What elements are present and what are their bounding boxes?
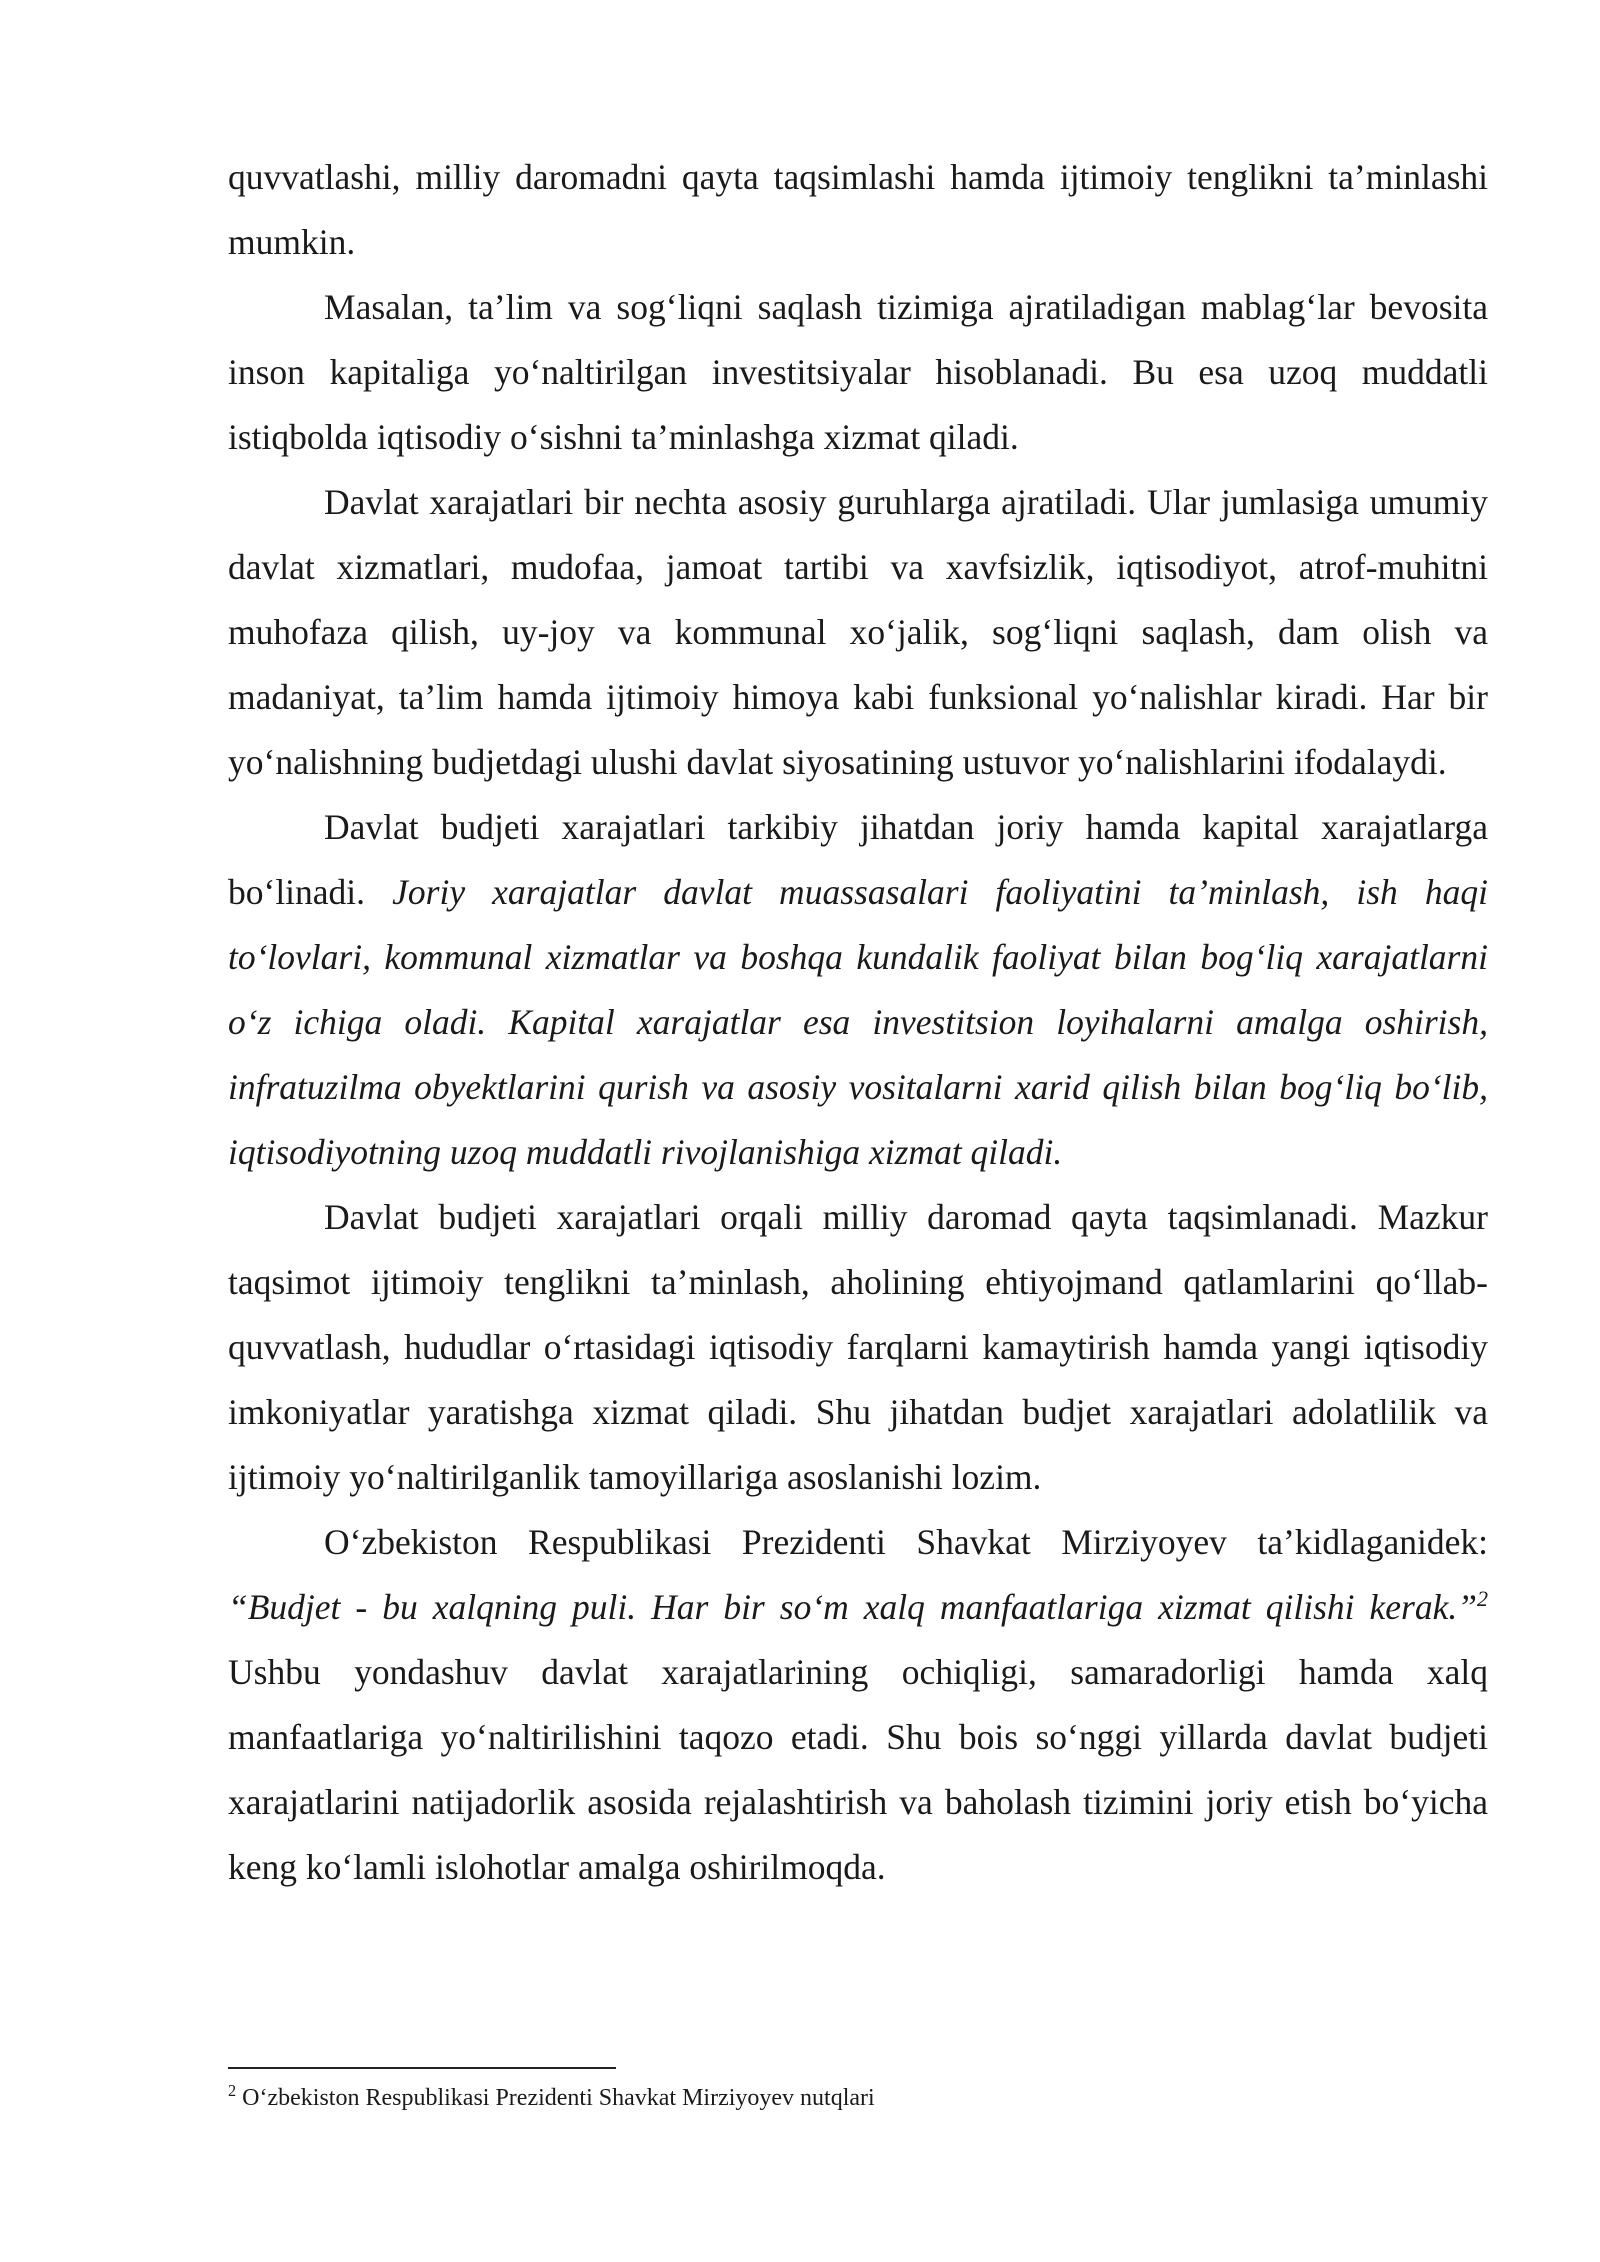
document-body: [228, 145, 1488, 1900]
footnote: [228, 2082, 1488, 2114]
presidential-quote: “Budjet - bu xalqning puli. Har bir so‘m xalq manfaatlariga xizmat qilishi kerak.”: [228, 1587, 1477, 1627]
footnote-text: O‘zbekiston Respublikasi Prezidenti Shavkat Mirziyoyev nutqlari: [242, 2085, 875, 2111]
paragraph-text: Ushbu yondashuv davlat xarajatlarining ochiqligi, samaradorligi hamda xalq manfaatlariga yo‘naltirilishini taqozo etadi. Shu bois so‘nggi yillarda davlat budjeti xarajatlarini natijadorlik asosida rejalashtirish va baholash tizimini joriy etish bo‘yicha keng ko‘lamli islohotlar amalga oshirilmoqda.: [228, 1652, 1488, 1887]
paragraph-text: O‘zbekiston Respublikasi Prezidenti Shavkat Mirziyoyev ta’kidlaganidek:: [324, 1522, 1488, 1562]
paragraph-text: Davlat budjeti xarajatlari tarkibiy jihatdan joriy hamda kapital xarajatlarga bo‘linadi.: [228, 807, 1488, 912]
paragraph-redistribution: Davlat budjeti xarajatlari orqali milliy daromad qayta taqsimlanadi. Mazkur taqsimot ijtimoiy tenglikni ta’minlash, aholining ehtiyojmand qatlamlarini qo‘llab-quvvatlash, hududlar o‘rtasidagi iqtisodiy farqlarni kamaytirish hamda yangi iqtisodiy imkoniyatlar yaratishga xizmat qiladi. Shu jihatdan budjet xarajatlari adolatlilik va ijtimoiy yo‘naltirilganlik tamoyillariga asoslanishi lozim.: [228, 1197, 1488, 1497]
footnote-separator: [228, 2067, 616, 2069]
footnote-reference[interactable]: 2: [1477, 1586, 1488, 1612]
paragraph-human-capital: Masalan, ta’lim va sog‘liqni saqlash tizimiga ajratiladigan mablag‘lar bevosita inson kapitaliga yo‘naltirilgan investitsiyalar hisoblanadi. Bu esa uzoq muddatli istiqbolda iqtisodiy o‘sishni ta’minlashga xizmat qiladi.: [228, 287, 1488, 457]
paragraph-current-capital-expenditure: [228, 795, 1488, 1185]
paragraph-expenditure-groups: Davlat xarajatlari bir nechta asosiy guruhlarga ajratiladi. Ular jumlasiga umumiy davlat xizmatlari, mudofaa, jamoat tartibi va xavfsizlik, iqtisodiyot, atrof-muhitni muhofaza qilish, uy-joy va kommunal xo‘jalik, sog‘liqni saqlash, dam olish va madaniyat, ta’lim hamda ijtimoiy himoya kabi funksional yo‘nalishlar kiradi. Har bir yo‘nalishning budjetdagi ulushi davlat siyosatining ustuvor yo‘nalishlarini ifodalaydi.: [228, 482, 1488, 782]
paragraph-president-quote: [228, 1510, 1488, 1900]
paragraph-continuation: quvvatlashi, milliy daromadni qayta taqsimlashi hamda ijtimoiy tenglikni ta’minlashi mumkin.: [228, 157, 1488, 262]
italic-definition: Joriy xarajatlar davlat muassasalari faoliyatini ta’minlash, ish haqi to‘lovlari, kommunal xizmatlar va boshqa kundalik faoliyat bilan bog‘liq xarajatlarni o‘z ichiga oladi. Kapital xarajatlar esa investitsion loyihalarni amalga oshirish, infratuzilma obyektlarini qurish va asosiy vositalarni xarid qilish bilan bog‘liq bo‘lib, iqtisodiyotning uzoq muddatli rivojlanishiga xizmat qiladi.: [228, 872, 1488, 1172]
footnote-number: 2: [228, 2081, 237, 2100]
